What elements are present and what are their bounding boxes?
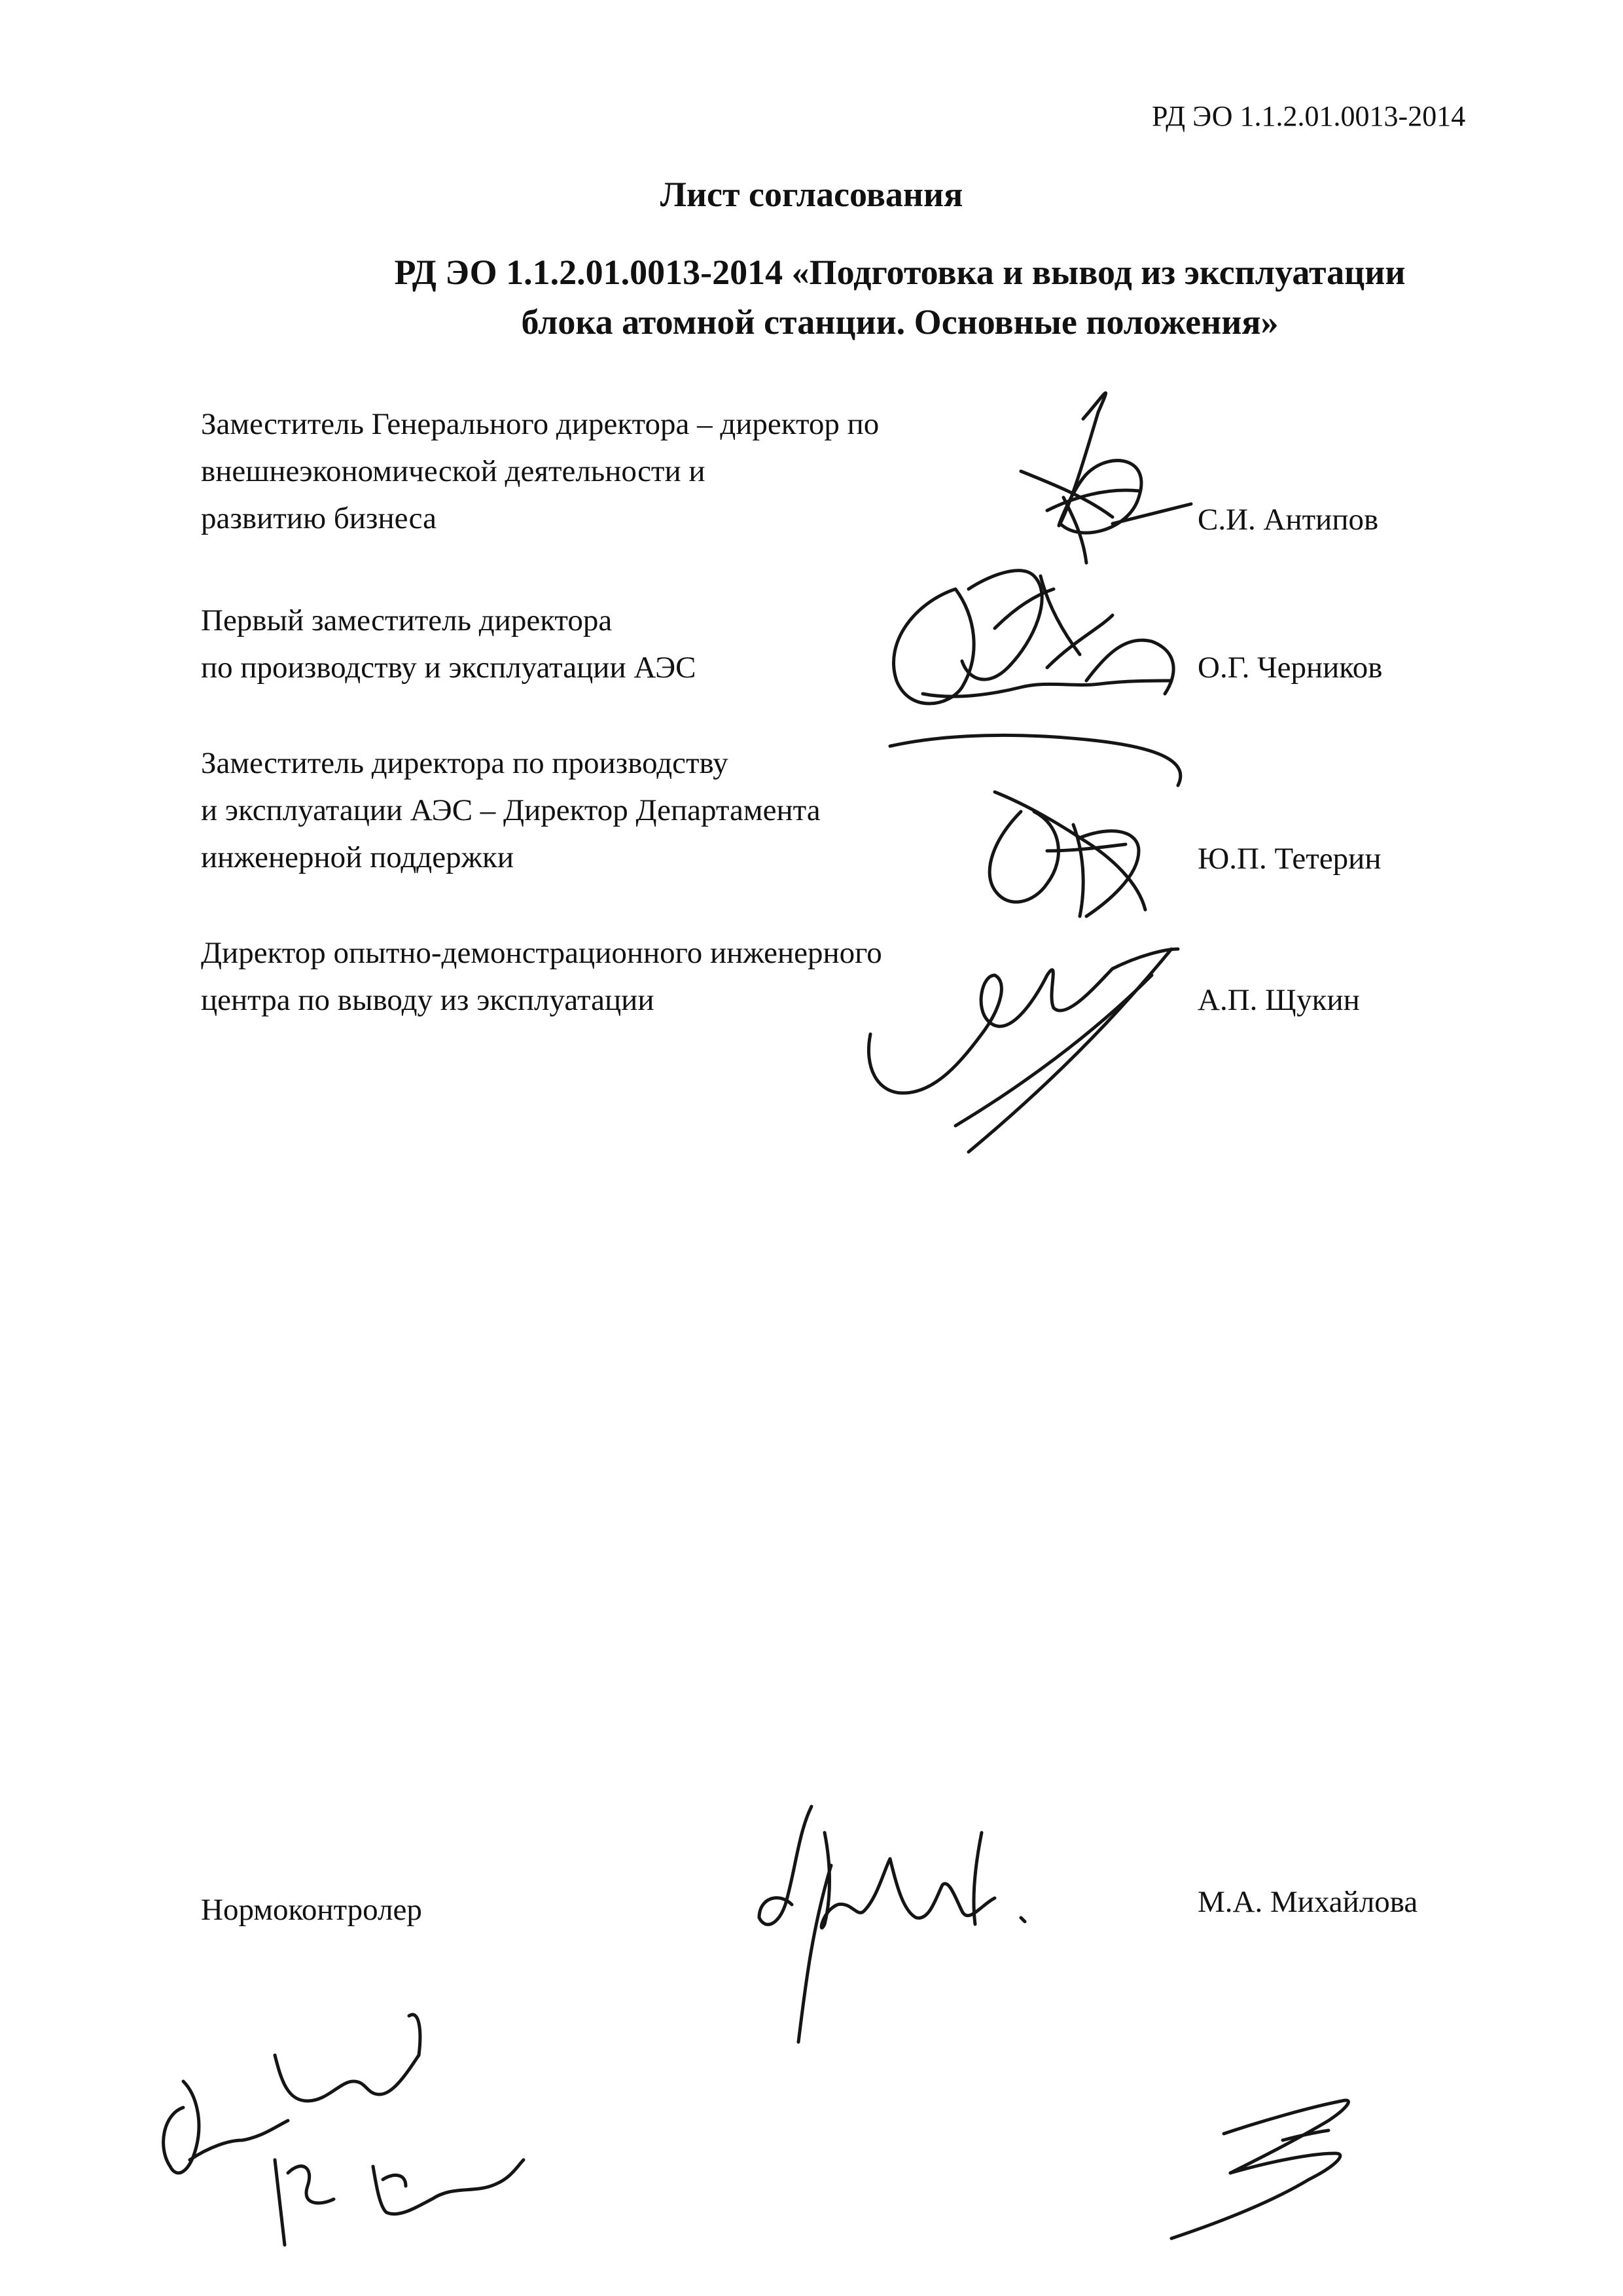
normcontrol-label: Нормоконтролер (201, 1893, 422, 1927)
page-title: Лист согласования (660, 175, 963, 214)
approver-4-position-line-2: центра по выводу из эксплуатации (201, 983, 654, 1017)
approver-3-position (201, 740, 821, 881)
approver-4-position (201, 929, 882, 1024)
approver-3-position-line-2: и эксплуатации АЭС – Директор Департамента (201, 793, 821, 827)
approver-2-position-line-1: Первый заместитель директора (201, 603, 613, 637)
normcontrol-name: М.А. Михайлова (1198, 1885, 1418, 1919)
approver-2-name: О.Г. Черников (1198, 651, 1383, 685)
approver-3-name: Ю.П. Тетерин (1198, 842, 1382, 876)
approver-1-name: С.И. Антипов (1198, 503, 1379, 537)
subtitle-line-2: блока атомной станции. Основные положения» (521, 302, 1279, 342)
signature-mikhailova (759, 1806, 1025, 2042)
approver-3-position-line-3: инженерной поддержки (201, 840, 514, 874)
signature-bottom-left (164, 2015, 524, 2245)
approver-2-position-line-2: по производству и эксплуатации АЭС (201, 651, 696, 685)
approver-4-name: А.П. Щукин (1198, 983, 1360, 1017)
approver-4-position-line-1: Директор опытно-демонстрационного инженерного (201, 936, 882, 970)
document-code: РД ЭО 1.1.2.01.0013-2014 (1152, 100, 1466, 132)
approver-1-position-line-3: развитию бизнеса (201, 501, 437, 535)
approver-1-position-line-2: внешнеэкономической деятельности и (201, 454, 705, 488)
document-subtitle (288, 247, 1512, 347)
approver-1-position-line-1: Заместитель Генерального директора – директор по (201, 407, 880, 441)
signature-shchukin (868, 949, 1178, 1152)
approver-2-position (201, 597, 696, 691)
signature-teterin (890, 735, 1181, 916)
approver-1-position (201, 401, 879, 542)
signature-bottom-right (1171, 2100, 1348, 2238)
subtitle-line-1: РД ЭО 1.1.2.01.0013-2014 «Подготовка и вывод из эксплуатации (394, 253, 1406, 292)
signature-chernikov (894, 571, 1174, 704)
signature-antipov (1021, 393, 1191, 563)
approver-3-position-line-1: Заместитель директора по производству (201, 746, 728, 780)
